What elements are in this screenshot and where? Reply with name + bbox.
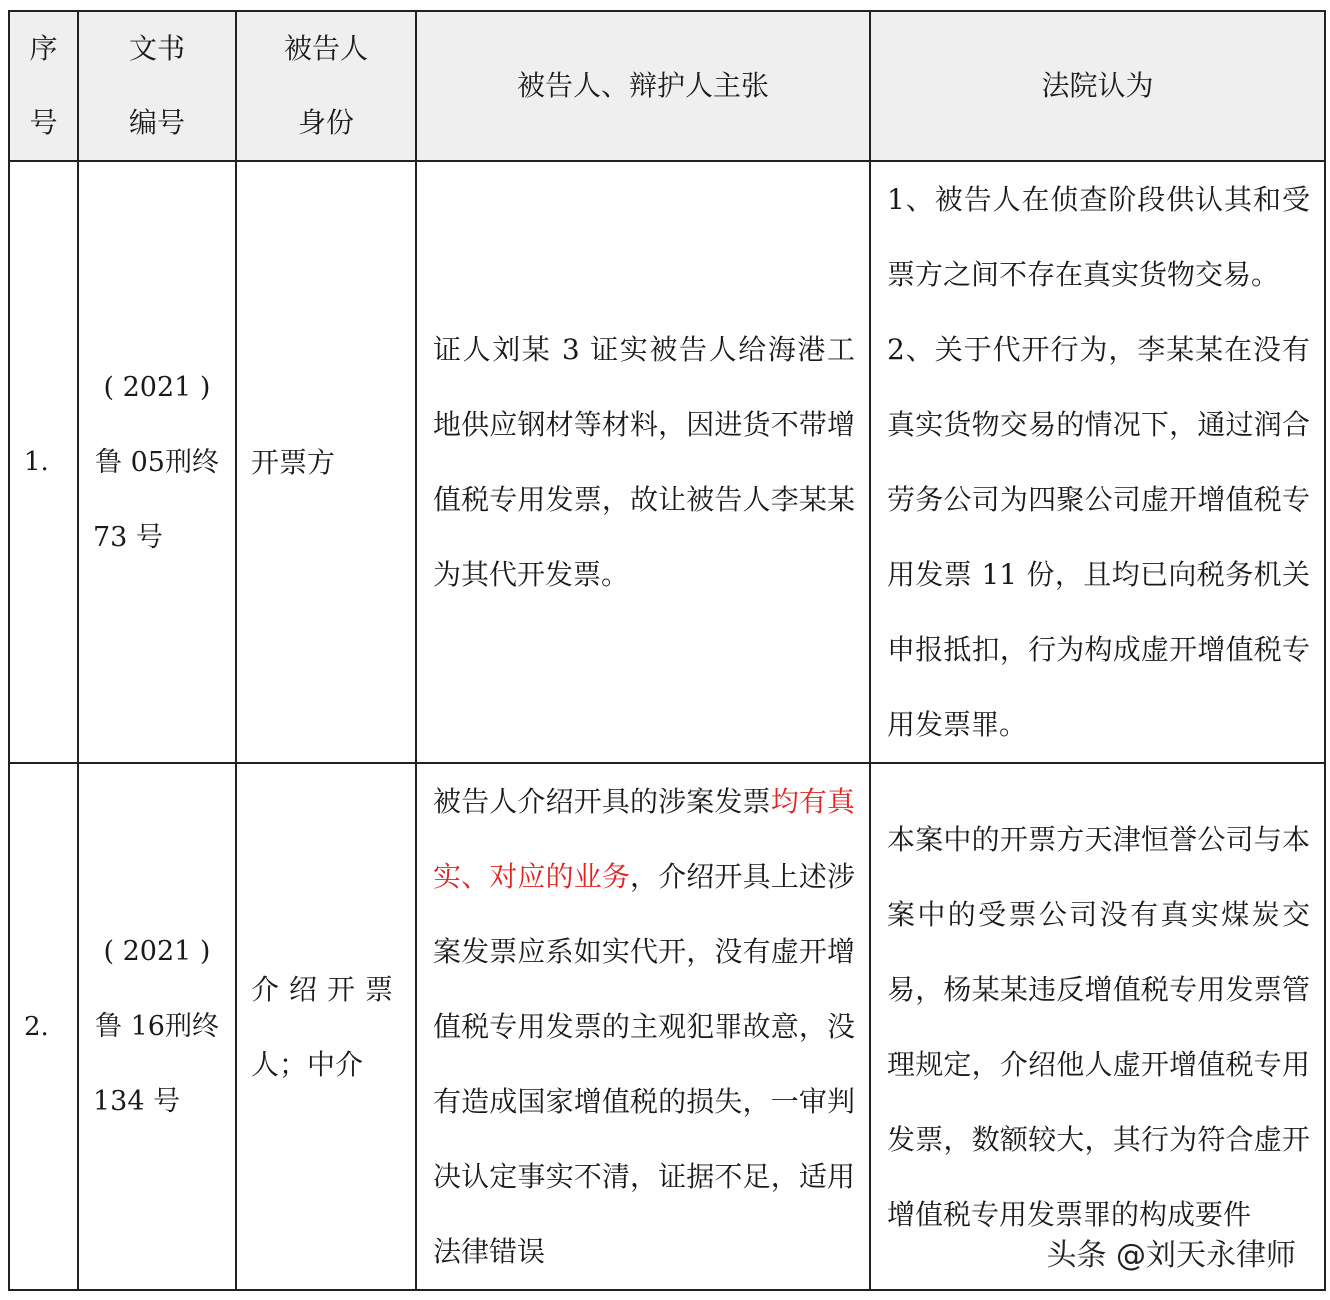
table-row <box>9 763 1325 1290</box>
document-number <box>78 161 236 763</box>
court-opinion <box>870 161 1325 763</box>
claim-text: 被告人介绍开具的涉案发票 <box>433 785 771 818</box>
document-number <box>78 763 236 1290</box>
header-doc-line2: 编号 <box>128 106 185 139</box>
table-row <box>9 161 1325 763</box>
identity-line: 人；中介 <box>251 1047 364 1081</box>
header-doc-number <box>78 11 236 161</box>
claim-highlight: 均有真实、对应的业务 <box>433 785 855 893</box>
doc-number-line: 134 号 <box>93 1086 181 1117</box>
doc-number-line: ( 2021 ) <box>103 371 211 403</box>
header-no <box>9 11 78 161</box>
court-opinion: 本案中的开票方天津恒誉公司与本案中的受票公司没有真实煤炭交易，杨某某违反增值税专用发票管理规定，介绍他人虚开增值税专用发票，数额较大，其行为符合虚开增值税专用发票罪的构成要件 <box>870 763 1325 1290</box>
header-no-line2: 号 <box>29 106 58 139</box>
header-doc-line1: 文书 <box>128 32 185 65</box>
court-opinion-point-2: 2、关于代开行为，李某某在没有真实货物交易的情况下，通过润合劳务公司为四聚公司虚开增值税专用发票 11 份，且均已向税务机关申报抵扣，行为构成虚开增值税专用发票罪。 <box>887 333 1310 741</box>
header-identity-line1: 被告人 <box>283 32 368 65</box>
doc-number-line: 鲁 16刑终 <box>95 1011 219 1042</box>
row-number: 1. <box>9 161 78 763</box>
defense-claim <box>416 763 870 1290</box>
claim-text: ，介绍开具上述涉案发票应系如实代开，没有虚开增值税专用发票的主观犯罪故意，没有造成国家增值税的损失，一审判决认定事实不清，证据不足，适用法律错误 <box>433 860 855 1268</box>
header-row <box>9 11 1325 161</box>
header-claim: 被告人、辩护人主张 <box>416 11 870 161</box>
doc-number-line: ( 2021 ) <box>103 936 211 967</box>
doc-number-line: 鲁 05刑终 <box>95 446 219 478</box>
header-identity <box>236 11 416 161</box>
case-table <box>8 10 1326 1291</box>
header-no-line1: 序 <box>29 32 58 65</box>
watermark: 头条 @刘天永律师 <box>1040 1230 1302 1274</box>
defense-claim: 证人刘某 3 证实被告人给海港工地供应钢材等材料，因进货不带增值税专用发票，故让被告人李某某为其代开发票。 <box>416 161 870 763</box>
header-court: 法院认为 <box>870 11 1325 161</box>
row-number: 2. <box>9 763 78 1290</box>
court-opinion-point-1: 1、被告人在侦查阶段供认其和受票方之间不存在真实货物交易。 <box>887 183 1310 291</box>
doc-number-line: 73 号 <box>93 521 163 553</box>
identity-line: 介绍开票 <box>251 972 404 1006</box>
defendant-identity <box>236 763 416 1290</box>
header-identity-line2: 身份 <box>297 106 354 139</box>
defendant-identity: 开票方 <box>236 161 416 763</box>
